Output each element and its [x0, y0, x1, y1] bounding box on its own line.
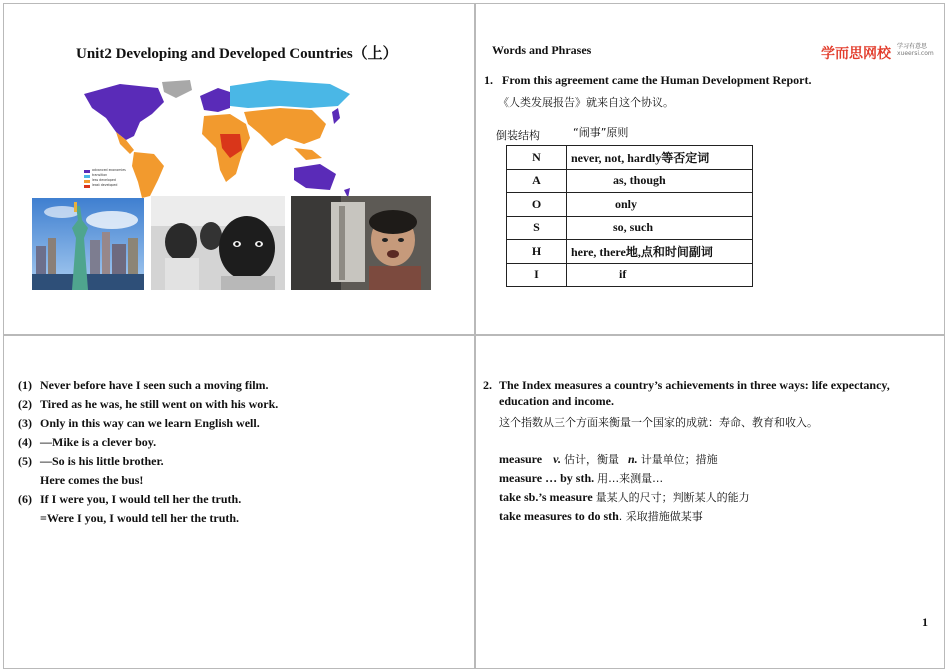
example-number: (2) — [18, 397, 32, 411]
vocab-meaning: 估计，衡量 — [564, 453, 619, 466]
example-number: (5) — [18, 454, 32, 468]
logo — [821, 43, 934, 63]
item-2-number: 2. — [483, 378, 492, 392]
vocab-phrase: take measures to do sth — [499, 509, 619, 523]
table-row — [507, 263, 753, 287]
example-number: (6) — [18, 492, 32, 506]
section-heading: Words and Phrases — [492, 43, 592, 57]
item-1-translation: 《人类发展报告》就来自这个协议。 — [498, 96, 674, 109]
table-row — [507, 240, 753, 264]
inversion-label: 倒装结构 — [496, 129, 540, 142]
inversion-table — [506, 145, 753, 287]
vocab-1 — [499, 451, 718, 467]
table-value: never, not, hardly等否定词 — [567, 146, 753, 170]
vocab-meaning: 用…来测量… — [597, 472, 664, 485]
example-text: —So is his little brother. — [40, 454, 164, 468]
rule-label: “闹事”原则 — [573, 126, 629, 139]
table-key: I — [507, 263, 567, 287]
example-6 — [18, 492, 241, 507]
photo-child-window — [291, 196, 431, 290]
example-number: (4) — [18, 435, 32, 449]
vocab-meaning: 量某人的尺寸；判断某人的能力 — [595, 491, 750, 504]
table-value: so, such — [567, 216, 753, 240]
pos-noun: n. — [628, 452, 638, 466]
example-text: Never before have I seen such a moving film. — [40, 378, 269, 392]
table-row — [507, 169, 753, 193]
item-2 — [483, 378, 890, 393]
example-number: (1) — [18, 378, 32, 392]
item-2-sentence-line1: The Index measures a country’s achievements in three ways: life expectancy, — [499, 378, 890, 392]
table-value: if — [567, 263, 753, 287]
item-2-translation: 这个指数从三个方面来衡量一个国家的成就：寿命、教育和收入。 — [499, 416, 818, 429]
table-key: N — [507, 146, 567, 170]
table-row — [507, 216, 753, 240]
table-key: A — [507, 169, 567, 193]
map-legend — [92, 168, 126, 188]
item-1 — [484, 73, 812, 88]
slide-4 — [475, 335, 945, 669]
vocab-4 — [499, 508, 703, 524]
example-5 — [18, 454, 164, 469]
slide-title: Unit2 Developing and Developed Countries（上） — [76, 46, 398, 62]
slide-1 — [3, 3, 475, 335]
table-key: O — [507, 193, 567, 217]
legend-less: less developed — [92, 178, 116, 182]
example-number: (3) — [18, 416, 32, 430]
item-2-sentence-line2: education and income. — [499, 394, 615, 408]
pos-verb: v. — [553, 452, 561, 466]
vocab-phrase: take sb.’s measure — [499, 490, 593, 504]
table-row — [507, 146, 753, 170]
vocab-phrase: measure … by sth. — [499, 471, 595, 485]
example-text: =Were I you, I would tell her the truth. — [40, 511, 240, 525]
photo-statue-of-liberty — [32, 198, 144, 290]
table-value: here, there地,点和时间副词 — [567, 240, 753, 264]
item-1-sentence: From this agreement came the Human Development Report. — [502, 73, 812, 87]
slide-2 — [475, 3, 945, 335]
example-text: —Mike is a clever boy. — [40, 435, 157, 449]
vocab-3 — [499, 489, 750, 505]
table-key: H — [507, 240, 567, 264]
table-row — [507, 193, 753, 217]
logo-slogan: 学习有意思 — [897, 43, 928, 50]
item-1-number: 1. — [484, 73, 493, 87]
table-key: S — [507, 216, 567, 240]
example-6b — [18, 511, 239, 526]
example-2 — [18, 397, 278, 412]
page-number: 1 — [922, 615, 928, 629]
table-value: only — [567, 193, 753, 217]
example-5b — [18, 473, 143, 488]
legend-advanced: advanced economies — [92, 168, 126, 172]
example-text: Here comes the bus! — [40, 473, 144, 487]
vocab-meaning: 计量单位；措施 — [640, 453, 718, 466]
example-text: If I were you, I would tell her the truth. — [40, 492, 242, 506]
example-1 — [18, 378, 269, 393]
legend-transition: transition — [92, 173, 108, 177]
vocab-word: measure — [499, 452, 543, 466]
vocab-meaning: . 采取措施做某事 — [618, 510, 703, 523]
slide-3 — [3, 335, 475, 669]
logo-text: 学而思网校 — [821, 46, 891, 62]
example-text: Only in this way can we learn English well. — [40, 416, 260, 430]
example-3 — [18, 416, 260, 431]
table-value: as, though — [567, 169, 753, 193]
example-text: Tired as he was, he still went on with his work. — [40, 397, 279, 411]
legend-least: least developed — [92, 183, 118, 187]
example-4 — [18, 435, 156, 450]
logo-domain: xueersi.com — [897, 50, 934, 57]
vocab-2 — [499, 470, 663, 486]
photo-african-children — [151, 196, 285, 290]
